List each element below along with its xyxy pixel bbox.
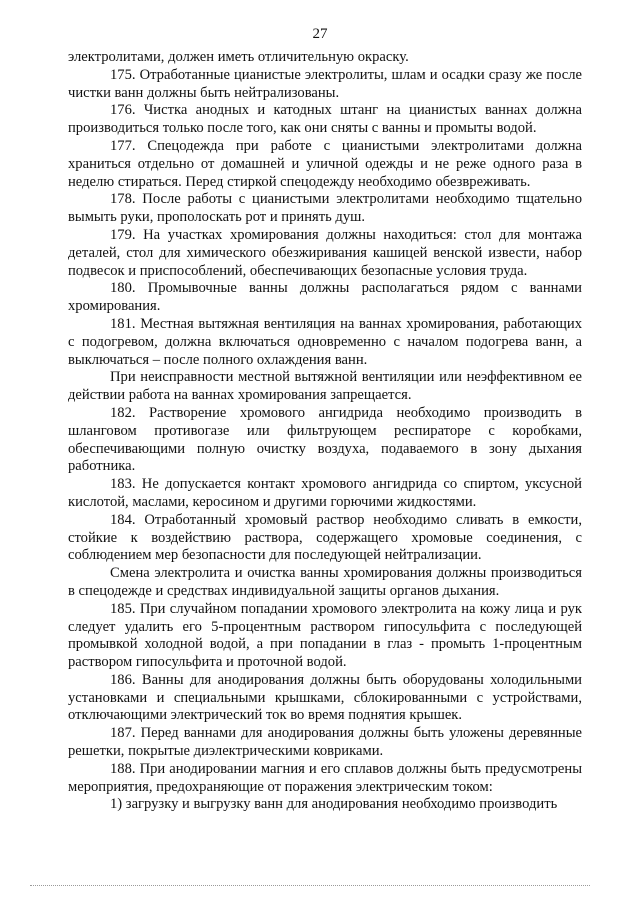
paragraph-186: 186. Ванны для анодирования должны быть оборудованы холодильными установками и специальными крышками, сблокированными с устройствами, отключающими электрический ток во время поднятия крышек.	[68, 671, 582, 724]
paragraph-177: 177. Спецодежда при работе с цианистыми электролитами должна храниться отдельно от домашней и уличной одежды и не реже одного раза в неделю стираться. Перед стиркой спецодежду необходимо обезвреживать.	[68, 137, 582, 190]
paragraph-175: 175. Отработанные цианистые электролиты, шлам и осадки сразу же после чистки ванн должны быть нейтрализованы.	[68, 66, 582, 101]
paragraph-176: 176. Чистка анодных и катодных штанг на цианистых ваннах должна производиться только после того, как они сняты с ванны и промыты водой.	[68, 102, 582, 137]
paragraph-181-note: При неисправности местной вытяжной вентиляции или неэффективном ее действии работа на ваннах хромирования запрещается.	[68, 369, 582, 404]
paragraph-continuation: электролитами, должен иметь отличительную окраску.	[68, 49, 409, 65]
paragraph-187: 187. Перед ваннами для анодирования должны быть уложены деревянные решетки, покрытые диэлектрическими ковриками.	[68, 725, 582, 760]
paragraph-180: 180. Промывочные ванны должны располагаться рядом с ваннами хромирования.	[68, 280, 582, 315]
paragraph-185: 185. При случайном попадании хромового электролита на кожу лица и рук следует удалить его 5-процентным раствором гипосульфита с последующей промывкой холодной водой, а при попадании в глаз - промыть 1-процентным раствором гипосульфита и проточной водой.	[68, 600, 582, 671]
paragraph-183: 183. Не допускается контакт хромового ангидрида со спиртом, уксусной кислотой, маслами, керосином и другими горючими жидкостями.	[68, 476, 582, 510]
paragraph-182: 182. Растворение хромового ангидрида необходимо производить в шланговом противогазе или фильтрующем респираторе с коробками, обеспечивающими полную очистку воздуха, подаваемого в зону дыхания работника.	[68, 404, 582, 475]
paragraph-181: 181. Местная вытяжная вентиляция на ваннах хромирования, работающих с подогревом, должна включаться одновременно с началом подогрева ванн, а выключаться – после полного охлаждения ванн.	[68, 315, 582, 368]
paragraph-184: 184. Отработанный хромовый раствор необходимо сливать в емкости, стойкие к воздействию раствора, содержащего хромовые соединения, с соблюдением мер безопасности для последующей нейтрализации.	[68, 511, 582, 564]
paragraph-188: 188. При анодировании магния и его сплавов должны быть предусмотрены мероприятия, предохраняющие от поражения электрическим током:	[68, 760, 582, 795]
document-body	[68, 49, 582, 814]
paragraph-188-item-1: 1) загрузку и выгрузку ванн для анодирования необходимо производить	[110, 796, 558, 813]
page-number: 27	[312, 26, 328, 42]
paragraph-178: 178. После работы с цианистыми электролитами необходимо тщательно вымыть руки, прополоскать рот и принять душ.	[68, 191, 582, 226]
paragraph-184-note: Смена электролита и очистка ванны хромирования должны производиться в спецодежде и средствах индивидуальной защиты органов дыхания.	[68, 565, 582, 599]
paragraph-179: 179. На участках хромирования должны находиться: стол для монтажа деталей, стол для химического обезжиривания кашицей венской извести, набор подвесок и приспособлений, обеспечивающих безопасные условия труда.	[68, 226, 582, 279]
scan-artifact-line	[30, 885, 590, 886]
